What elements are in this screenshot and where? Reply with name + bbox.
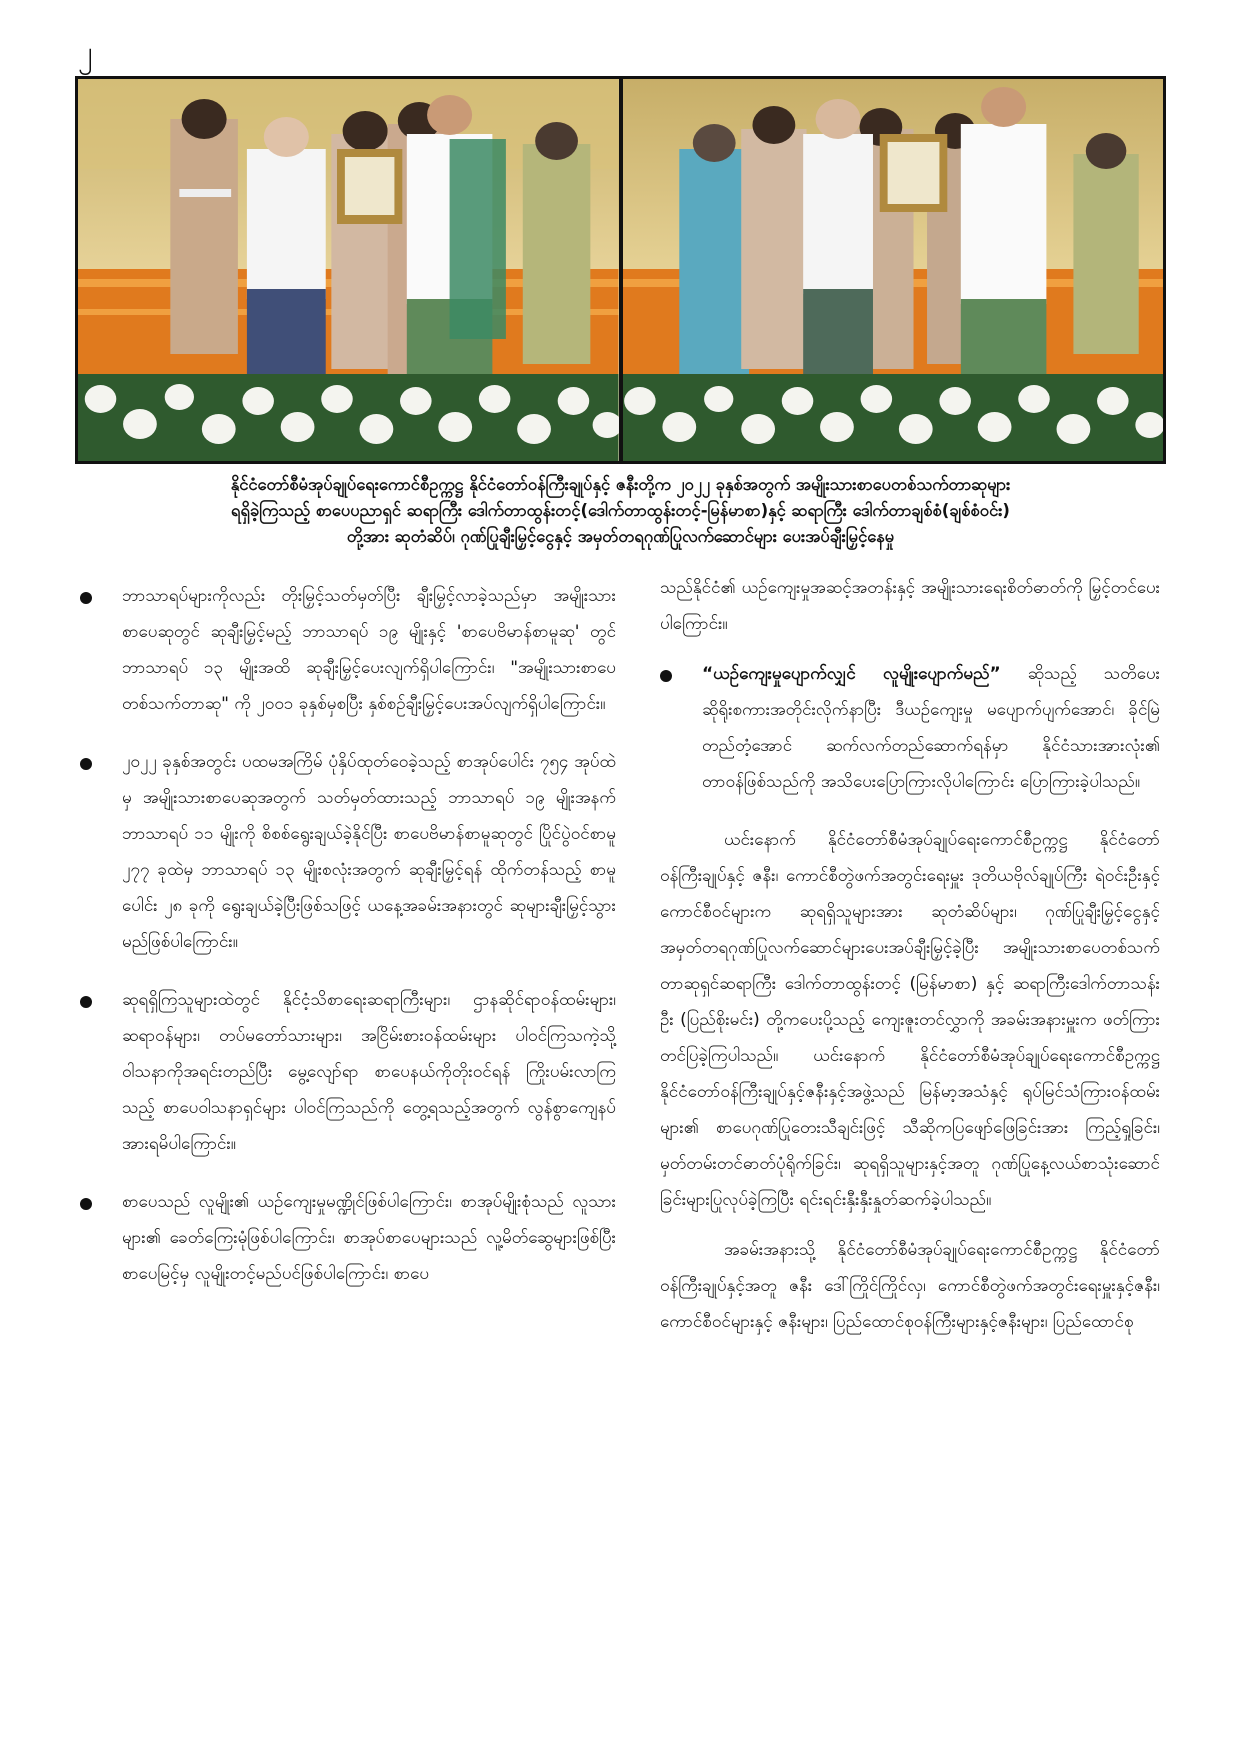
body-paragraph: အခမ်းအနားသို့ နိုင်ငံတော်စီမံအုပ်ချုပ်ရေးကောင်စီဥက္ကဋ္ဌ နိုင်ငံတော်ဝန်ကြီးချုပ်နှင့်အတူ ဇနီး ဒေါ်ကြိုင်ကြိုင်လှ၊ ကောင်စီတွဲဖက်အတွင်းရေးမှူးနှင့်ဇနီး၊ ကောင်စီဝင်များနှင့် ဇနီးများ၊ ပြည်ထောင်စုဝန်ကြီးများနှင့်ဇနီးများ၊ ပြည်ထောင်စု [660,1240,1160,1332]
bullet-item [80,578,616,722]
award-photo-right [623,79,1164,461]
bullet-icon [80,996,92,1008]
right-column [660,570,1160,1354]
quote-text: “ယဉ်ကျေးမှုပျောက်လျှင် လူမျိုးပျောက်မည်” [702,664,1001,684]
bullet-item [660,656,1160,800]
body-paragraph: ယင်းနောက် နိုင်ငံတော်စီမံအုပ်ချုပ်ရေးကောင်စီဥက္ကဋ္ဌ နိုင်ငံတော်ဝန်ကြီးချုပ်နှင့် ဇနီး၊ ကောင်စီတွဲဖက်အတွင်းရေးမှူး ဒုတိယဗိုလ်ချုပ်ကြီး ရဲဝင်းဦးနှင့် ကောင်စီဝင်များက ဆုရရှိသူများအား ဆုတံဆိပ်များ၊ ဂုဏ်ပြုချီးမြှင့်ငွေနှင့် အမှတ်တရဂုဏ်ပြုလက်ဆောင်များပေးအပ်ချီးမြှင့်ခဲ့ပြီး အမျိုးသားစာပေတစ်သက်တာဆုရှင်ဆရာကြီး ဒေါက်တာထွန်းတင့် (မြန်မာစာ) နှင့် ဆရာကြီးဒေါက်တာသန်းဦး (ပြည်စိုးမင်း) တို့ကပေးပို့သည့် ကျေးဇူးတင်လွှာကို အခမ်းအနားမှူးက ဖတ်ကြားတင်ပြခဲ့ကြပါသည်။ ယင်းနောက် နိုင်ငံတော်စီမံအုပ်ချုပ်ရေးကောင်စီဥက္ကဋ္ဌ နိုင်ငံတော်ဝန်ကြီးချုပ်နှင့်ဇနီးနှင့်အဖွဲ့သည် မြန်မာ့အသံနှင့် ရုပ်မြင်သံကြားဝန်ထမ်းများ၏ စာပေဂုဏ်ပြုတေးသီချင်းဖြင့် သီဆိုကပြဖျော်ဖြေခြင်းအား ကြည့်ရှုခြင်း၊ မှတ်တမ်းတင်ဓာတ်ပုံရိုက်ခြင်း၊ ဆုရရှိသူများနှင့်အတူ ဂုဏ်ပြုနေ့လယ်စာသုံးဆောင်ခြင်းများပြုလုပ်ခဲ့ကြပြီး ရင်းရင်းနှီးနှီးနှုတ်ဆက်ခဲ့ပါသည်။ [660,830,1160,1210]
left-column [80,578,616,1314]
award-photo-left [78,79,619,461]
bullet-icon [80,592,92,604]
bullet-icon [660,670,672,682]
bullet-item [80,1184,616,1292]
photo-caption [75,472,1166,550]
caption-line: တို့အား ဆုတံဆိပ်၊ ဂုဏ်ပြုချီးမြှင့်ငွေနှင့် အမှတ်တရဂုဏ်ပြုလက်ဆောင်များ ပေးအပ်ချီးမြှင့်နေမှု [346,527,895,546]
bullet-text: ၂၀၂၂ ခုနှစ်အတွင်း ပထမအကြိမ် ပုံနှိပ်ထုတ်ဝေခဲ့သည့် စာအုပ်ပေါင်း ၇၅၄ အုပ်ထဲမှ အမျိုးသားစာပေဆုအတွက် သတ်မှတ်ထားသည့် ဘာသာရပ် ၁၉ မျိုးအနက် ဘာသာရပ် ၁၁ မျိုးကို စိစစ်ရွေးချယ်ခဲ့နိုင်ပြီး စာပေဗိမာန်စာမူဆုတွင် ပြိုင်ပွဲဝင်စာမူ ၂၇၇ ခုထဲမှ ဘာသာရပ် ၁၃ မျိုးစလုံးအတွက် ဆုချီးမြှင့်ရန် ထိုက်တန်သည့် စာမူပေါင်း ၂၈ ခုကို ရွေးချယ်ခဲ့ပြီးဖြစ်သဖြင့် ယနေ့အခမ်းအနားတွင် ဆုများချီးမြှင့်သွားမည်ဖြစ်ပါကြောင်း။ [122,752,616,952]
caption-line: ရရှိခဲ့ကြသည့် စာပေပညာရှင် ဆရာကြီး ဒေါက်တာထွန်းတင့်(ဒေါက်တာထွန်းတင့်-မြန်မာစာ)နှင့် ဆရာကြီး ဒေါက်တာချစ်စံ(ချစ်စံဝင်း) [231,501,1010,520]
caption-line: နိုင်ငံတော်စီမံအုပ်ချုပ်ရေးကောင်စီဥက္ကဋ္ဌ နိုင်ငံတော်ဝန်ကြီးချုပ်နှင့် ဇနီးတို့က ၂၀၂၂ ခုနှစ်အတွက် အမျိုးသားစာပေတစ်သက်တာဆုများ [230,475,1011,494]
bullet-text: ဆုရရှိကြသူများထဲတွင် နိုင်ငံ့သိစာရေးဆရာကြီးများ၊ ဌာနဆိုင်ရာဝန်ထမ်းများ၊ ဆရာဝန်များ၊ တပ်မတော်သားများ၊ အငြိမ်းစားဝန်ထမ်းများ ပါဝင်ကြသကဲ့သို့ ဝါသနာကိုအရင်းတည်ပြီး မွေ့လျော်ရာ စာပေနယ်ကိုတိုးဝင်ရန် ကြိုးပမ်းလာကြသည့် စာပေဝါသနာရှင်များ ပါဝင်ကြသည်ကို တွေ့ရသည့်အတွက် လွန်စွာကျေနပ်အားရမိပါကြောင်း။ [122,990,616,1154]
bullet-icon [80,1198,92,1210]
photo-frame [75,76,1166,464]
bullet-item [80,982,616,1162]
bullet-text: ဘာသာရပ်များကိုလည်း တိုးမြှင့်သတ်မှတ်ပြီး ချီးမြှင့်လာခဲ့သည်မှာ အမျိုးသားစာပေဆုတွင် ဆုချီးမြှင့်မည့် ဘာသာရပ် ၁၉ မျိုးနှင့် 'စာပေဗိမာန်စာမူဆု' တွင် ဘာသာရပ် ၁၃ မျိုးအထိ ဆုချီးမြှင့်ပေးလျက်ရှိပါကြောင်း၊ "အမျိုးသားစာပေတစ်သက်တာဆု" ကို ၂၀၀၁ ခုနှစ်မှစပြီး နှစ်စဉ်ချီးမြှင့်ပေးအပ်လျက်ရှိပါကြောင်း။ [122,586,616,714]
page-number: ၂ [78,35,93,70]
bullet-item [80,744,616,960]
bullet-icon [80,758,92,770]
bullet-text: ဆိုသည့် သတိပေးဆိုရိုးစကားအတိုင်းလိုက်နာပြီး ဒီယဉ်ကျေးမှု မပျောက်ပျက်အောင်၊ ခိုင်မြဲတည်တံ့အောင် ဆက်လက်တည်ဆောက်ရန်မှာ နိုင်ငံသားအားလုံး၏ တာဝန်ဖြစ်သည်ကို အသိပေးပြောကြားလိုပါကြောင်း ပြောကြားခဲ့ပါသည်။ [702,664,1160,792]
bullet-text: စာပေသည် လူမျိုး၏ ယဉ်ကျေးမှုမဏ္ဍိုင်ဖြစ်ပါကြောင်း၊ စာအုပ်မျိုးစုံသည် လူသားများ၏ ခေတ်ကြေးမုံဖြစ်ပါကြောင်း၊ စာအုပ်စာပေများသည် လူ့မိတ်ဆွေများဖြစ်ပြီးစာပေမြင့်မှ လူမျိုးတင့်မည်ပင်ဖြစ်ပါကြောင်း၊ စာပေ [122,1192,616,1284]
continuation-text: သည်နိုင်ငံ၏ ယဉ်ကျေးမှုအဆင့်အတန်းနှင့် အမျိုးသားရေးစိတ်ဓာတ်ကို မြှင့်တင်ပေးပါကြောင်း။ [660,578,1160,634]
